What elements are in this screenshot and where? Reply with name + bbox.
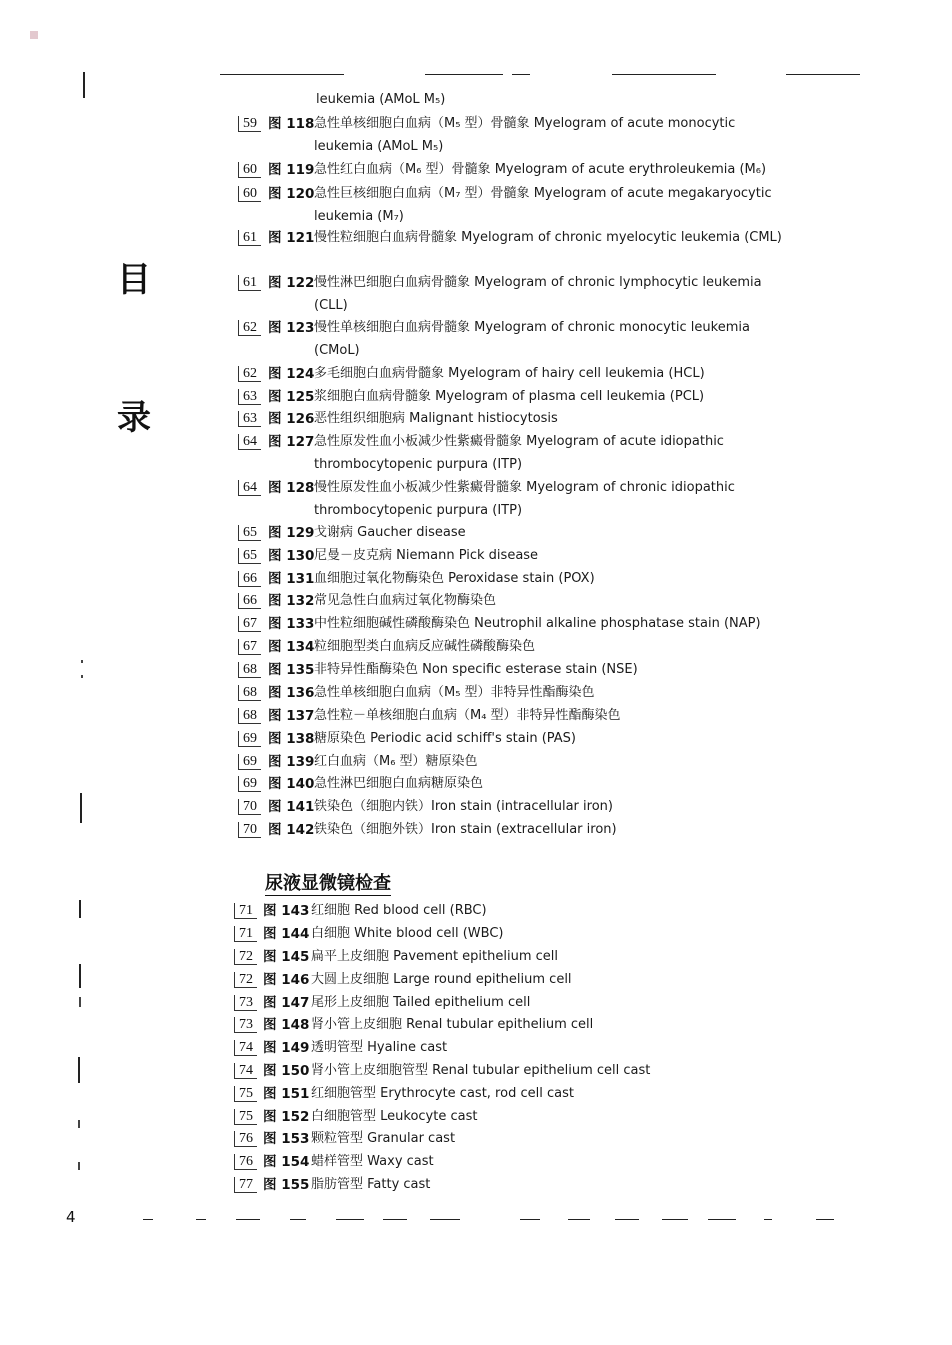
figure-number: 图 132	[268, 593, 315, 609]
figure-title: 急性原发性血小板减少性紫癜骨髓象 Myelogram of acute idiopathic thrombocytopenic purpura (ITP)	[314, 434, 724, 472]
figure-number: 图 135	[268, 662, 315, 678]
footer-rule	[816, 1219, 834, 1220]
page-ref: 76	[234, 1131, 257, 1147]
figure-number: 图 145	[263, 949, 310, 965]
page-number: 4	[66, 1208, 76, 1226]
figure-title: 慢性粒细胞白血病骨髓象 Myelogram of chronic myelocytic leukemia (CML)	[314, 230, 782, 245]
figure-title: 多毛细胞白血病骨髓象 Myelogram of hairy cell leukemia (HCL)	[314, 366, 705, 381]
page-ref: 73	[234, 1017, 257, 1033]
page-ref: 61	[238, 230, 261, 246]
page-ref: 75	[234, 1109, 257, 1125]
header-rule	[786, 74, 860, 75]
figure-number: 图 134	[268, 639, 315, 655]
page-ref: 65	[238, 525, 261, 541]
header-rule	[425, 74, 503, 75]
figure-number: 图 141	[268, 799, 315, 815]
page-ref: 61	[238, 275, 261, 291]
figure-title: 肾小管上皮细胞 Renal tubular epithelium cell	[311, 1017, 594, 1032]
figure-title: 尾形上皮细胞 Tailed epithelium cell	[311, 995, 531, 1010]
footer-rule	[764, 1219, 772, 1220]
figure-number: 图 120	[268, 186, 315, 202]
figure-number: 图 149	[263, 1040, 310, 1056]
margin-dot	[81, 660, 83, 663]
footer-rule	[290, 1219, 306, 1220]
margin-dot	[78, 1162, 80, 1170]
page-ref: 68	[238, 708, 261, 724]
footer-rule	[615, 1219, 639, 1220]
margin-dot	[78, 1120, 80, 1128]
figure-number: 图 146	[263, 972, 310, 988]
figure-title: 白细胞 White blood cell (WBC)	[311, 926, 504, 941]
margin-bar	[78, 1057, 80, 1083]
figure-title: 急性红白血病（M₆ 型）骨髓象 Myelogram of acute erythroleukemia (M₆)	[314, 162, 767, 177]
figure-title: 脂肪管型 Fatty cast	[311, 1177, 431, 1192]
footer-rule	[336, 1219, 364, 1220]
figure-title: 大圆上皮细胞 Large round epithelium cell	[311, 972, 572, 987]
figure-number: 图 152	[263, 1109, 310, 1125]
figure-number: 图 131	[268, 571, 315, 587]
page-ref: 60	[238, 186, 261, 202]
figure-title: 急性粒－单核细胞白血病（M₄ 型）非特异性酯酶染色	[314, 708, 621, 723]
footer-rule	[383, 1219, 407, 1220]
figure-number: 图 138	[268, 731, 315, 747]
page-ref: 76	[234, 1154, 257, 1170]
figure-title: 铁染色（细胞内铁）Iron stain (intracellular iron)	[314, 799, 613, 814]
figure-number: 图 125	[268, 389, 315, 405]
margin-dot	[79, 997, 81, 1007]
page-ref: 68	[238, 685, 261, 701]
figure-number: 图 122	[268, 275, 315, 291]
figure-title: 红白血病（M₆ 型）糖原染色	[314, 754, 478, 769]
figure-number: 图 151	[263, 1086, 310, 1102]
header-rule	[612, 74, 716, 75]
figure-number: 图 150	[263, 1063, 310, 1079]
figure-title: 慢性单核细胞白血病骨髓象 Myelogram of chronic monocytic leukemia (CMoL)	[314, 320, 750, 358]
figure-number: 图 137	[268, 708, 315, 724]
figure-title: 红细胞 Red blood cell (RBC)	[311, 903, 487, 918]
figure-title: 慢性淋巴细胞白血病骨髓象 Myelogram of chronic lymphocytic leukemia (CLL)	[314, 275, 762, 313]
page-ref: 69	[238, 776, 261, 792]
figure-title: 血细胞过氧化物酶染色 Peroxidase stain (POX)	[314, 571, 595, 586]
page-ref: 74	[234, 1040, 257, 1056]
figure-title: 非特异性酯酶染色 Non specific esterase stain (NSE)	[314, 662, 638, 677]
figure-title: 急性淋巴细胞白血病糖原染色	[314, 776, 484, 791]
figure-number: 图 127	[268, 434, 315, 450]
page-ref: 69	[238, 754, 261, 770]
footer-rule	[430, 1219, 460, 1220]
page-ref: 67	[238, 616, 261, 632]
figure-number: 图 123	[268, 320, 315, 336]
figure-number: 图 143	[263, 903, 310, 919]
figure-title: 白细胞管型 Leukocyte cast	[311, 1109, 478, 1124]
figure-title: 恶性组织细胞病 Malignant histiocytosis	[314, 411, 558, 426]
figure-number: 图 130	[268, 548, 315, 564]
page-ref: 77	[234, 1177, 257, 1193]
page-ref: 68	[238, 662, 261, 678]
page-ref: 72	[234, 949, 257, 965]
page-ref: 71	[234, 926, 257, 942]
page-ref: 72	[234, 972, 257, 988]
figure-number: 图 155	[263, 1177, 310, 1193]
corner-mark	[30, 31, 38, 39]
figure-number: 图 133	[268, 616, 315, 632]
figure-number: 图 142	[268, 822, 315, 838]
header-rule	[220, 74, 344, 75]
figure-title: 肾小管上皮细胞管型 Renal tubular epithelium cell cast	[311, 1063, 651, 1078]
figure-number: 图 139	[268, 754, 315, 770]
figure-number: 图 126	[268, 411, 315, 427]
margin-dot	[81, 675, 83, 678]
footer-rule	[196, 1219, 206, 1220]
figure-title: 扁平上皮细胞 Pavement epithelium cell	[311, 949, 559, 964]
page-ref: 63	[238, 389, 261, 405]
figure-title: 急性巨核细胞白血病（M₇ 型）骨髓象 Myelogram of acute megakaryocytic leukemia (M₇)	[314, 186, 772, 224]
figure-number: 图 118	[268, 116, 315, 132]
figure-number: 图 148	[263, 1017, 310, 1033]
figure-number: 图 144	[263, 926, 310, 942]
figure-title: 铁染色（细胞外铁）Iron stain (extracellular iron)	[314, 822, 617, 837]
figure-title: 浆细胞白血病骨髓象 Myelogram of plasma cell leukemia (PCL)	[314, 389, 705, 404]
figure-title: 常见急性白血病过氧化物酶染色	[314, 593, 497, 608]
page-ref: 75	[234, 1086, 257, 1102]
page-ref: 74	[234, 1063, 257, 1079]
figure-number: 图 140	[268, 776, 315, 792]
page-ref: 67	[238, 639, 261, 655]
section-heading: 尿液显微镜检查	[265, 873, 391, 894]
page-ref: 62	[238, 320, 261, 336]
side-title-char: 目	[117, 260, 151, 300]
figure-number: 图 128	[268, 480, 315, 496]
figure-title: 急性单核细胞白血病（M₅ 型）骨髓象 Myelogram of acute monocytic leukemia (AMoL M₅)	[314, 116, 736, 154]
page-ref: 73	[234, 995, 257, 1011]
page-ref: 69	[238, 731, 261, 747]
footer-rule	[236, 1219, 260, 1220]
page-ref: 65	[238, 548, 261, 564]
figure-title: 透明管型 Hyaline cast	[311, 1040, 448, 1055]
figure-title: 中性粒细胞碱性磷酸酶染色 Neutrophil alkaline phosphatase stain (NAP)	[314, 616, 761, 631]
footer-rule	[708, 1219, 736, 1220]
figure-title: 蜡样管型 Waxy cast	[311, 1154, 434, 1169]
figure-number: 图 136	[268, 685, 315, 701]
page-ref: 66	[238, 593, 261, 609]
page-ref: 64	[238, 434, 261, 450]
page-ref: 63	[238, 411, 261, 427]
figure-title: 粒细胞型类白血病反应碱性磷酸酶染色	[314, 639, 536, 654]
page-ref: 70	[238, 799, 261, 815]
figure-number: 图 147	[263, 995, 310, 1011]
side-title-char: 录	[117, 398, 151, 438]
margin-bar	[80, 793, 82, 823]
figure-title: 糖原染色 Periodic acid schiff's stain (PAS)	[314, 731, 576, 746]
figure-title: 急性单核细胞白血病（M₅ 型）非特异性酯酶染色	[314, 685, 595, 700]
figure-number: 图 154	[263, 1154, 310, 1170]
figure-title: 慢性原发性血小板减少性紫癜骨髓象 Myelogram of chronic idiopathic thrombocytopenic purpura (ITP)	[314, 480, 735, 518]
page-ref: 64	[238, 480, 261, 496]
margin-bar	[79, 964, 81, 988]
footer-rule	[520, 1219, 540, 1220]
continuation-line: leukemia (AMoL M₅)	[316, 92, 446, 107]
figure-title: 颗粒管型 Granular cast	[311, 1131, 456, 1146]
header-rule	[512, 74, 530, 75]
page-ref: 66	[238, 571, 261, 587]
page-ref: 59	[238, 116, 261, 132]
figure-number: 图 121	[268, 230, 315, 246]
page-ref: 62	[238, 366, 261, 382]
page-ref: 71	[234, 903, 257, 919]
figure-number: 图 153	[263, 1131, 310, 1147]
figure-title: 戈谢病 Gaucher disease	[314, 525, 466, 540]
figure-title: 红细胞管型 Erythrocyte cast, rod cell cast	[311, 1086, 574, 1101]
page-ref: 70	[238, 822, 261, 838]
margin-bar	[83, 72, 85, 98]
footer-rule	[143, 1219, 153, 1220]
figure-number: 图 129	[268, 525, 315, 541]
footer-rule	[568, 1219, 590, 1220]
figure-title: 尼曼－皮克病 Niemann Pick disease	[314, 548, 539, 563]
figure-number: 图 119	[268, 162, 315, 178]
footer-rule	[662, 1219, 688, 1220]
page-ref: 60	[238, 162, 261, 178]
figure-number: 图 124	[268, 366, 315, 382]
margin-bar	[79, 900, 81, 918]
